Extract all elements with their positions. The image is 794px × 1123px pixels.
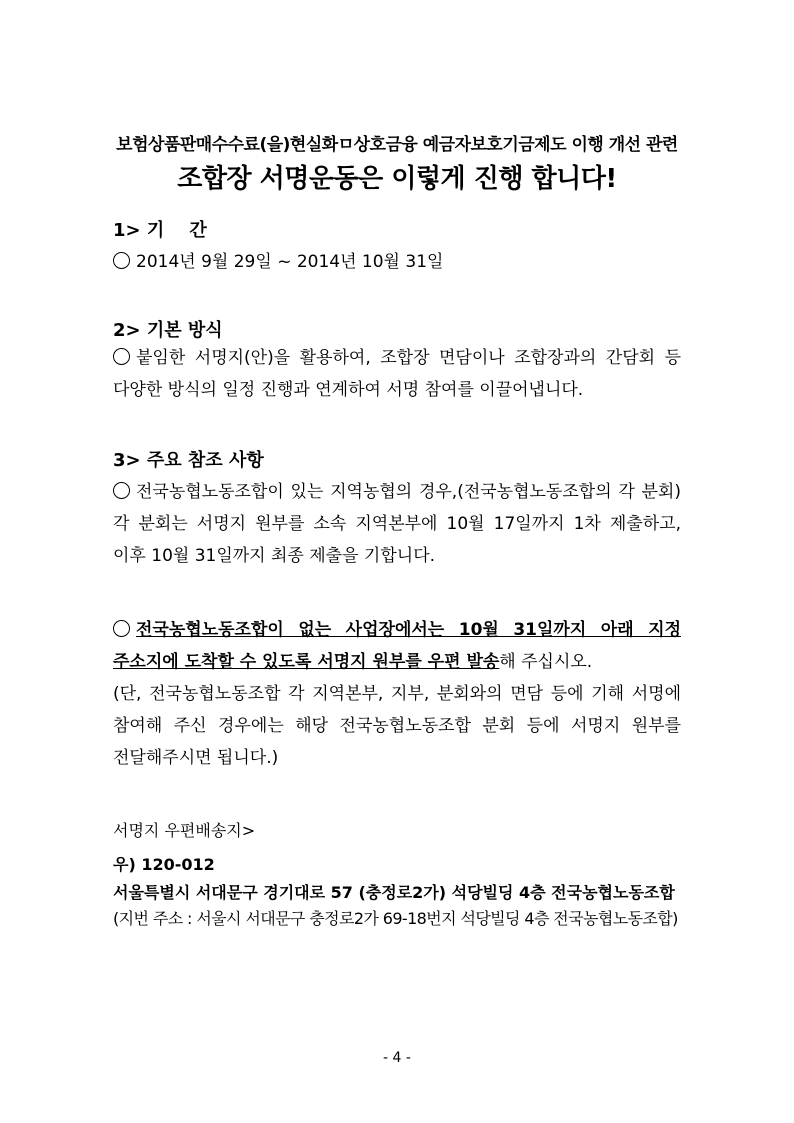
method-value: 붙임한 서명지(안)을 활용하여, 조합장 면담이나 조합장과의 간담회 등 다양한 방식의 일정 진행과 연계하여 서명 참여를 이끌어냅니다. — [113, 348, 681, 400]
notes-item-1-text: 전국농협노동조합이 있는 지역농협의 경우,(전국농협노동조합의 각 분회) 각 분회는 서명지 원부를 소속 지역본부에 10월 17일까지 1차 제출하고, 이후 10월 31일까지 최종 제출을 기합니다. — [113, 482, 681, 566]
notes-item-2 — [113, 614, 681, 774]
document-subtitle: 보험상품판매수수료(을)현실화ㅁ상호금융 예금자보호기금제도 이행 개선 관련 — [116, 135, 678, 155]
section-method-heading: 2> 기본 방식 — [113, 320, 223, 341]
section-notes-heading: 3> 주요 참조 사항 — [113, 450, 264, 471]
address-postal-code: 우) 120-012 — [113, 855, 215, 874]
section-method-text — [113, 342, 681, 406]
section-period-text — [113, 246, 681, 278]
circle-bullet-icon — [113, 620, 130, 637]
notes-item-2-tail: 해 주십시오. — [499, 652, 593, 672]
address-label: 서명지 우편배송지> — [113, 821, 256, 840]
page-number: - 4 - — [383, 1050, 411, 1066]
notes-item-2-underlined: 전국농협노동조합이 없는 사업장에서는 10월 31일까지 아래 지정 주소지에 도착할 수 있도록 서명지 원부를 우편 발송 — [113, 620, 681, 672]
period-value: 2014년 9월 29일 ~ 2014년 10월 31일 — [136, 252, 444, 272]
circle-bullet-icon — [113, 252, 130, 269]
address-line-1: 서울특별시 서대문구 경기대로 57 (충정로2가) 석당빌딩 4층 전국농협노동조합 — [113, 883, 675, 902]
document-title: 조합장 서명운동은 이렇게 진행 합니다! — [177, 164, 617, 194]
circle-bullet-icon — [113, 348, 130, 365]
circle-bullet-icon — [113, 482, 130, 499]
address-line-2: (지번 주소 : 서울시 서대문구 충정로2가 69-18번지 석당빌딩 4층 전국농협노동조합) — [113, 909, 678, 928]
notes-item-2-note: (단, 전국농협노동조합 각 지역본부, 지부, 분회와의 면담 등에 기해 서명에 참여해 주신 경우에는 해당 전국농협노동조합 분회 등에 서명지 원부를 전달해주시면 됩니다.) — [113, 684, 681, 768]
section-period-heading: 1> 기 간 — [113, 220, 207, 241]
notes-item-1 — [113, 476, 681, 572]
